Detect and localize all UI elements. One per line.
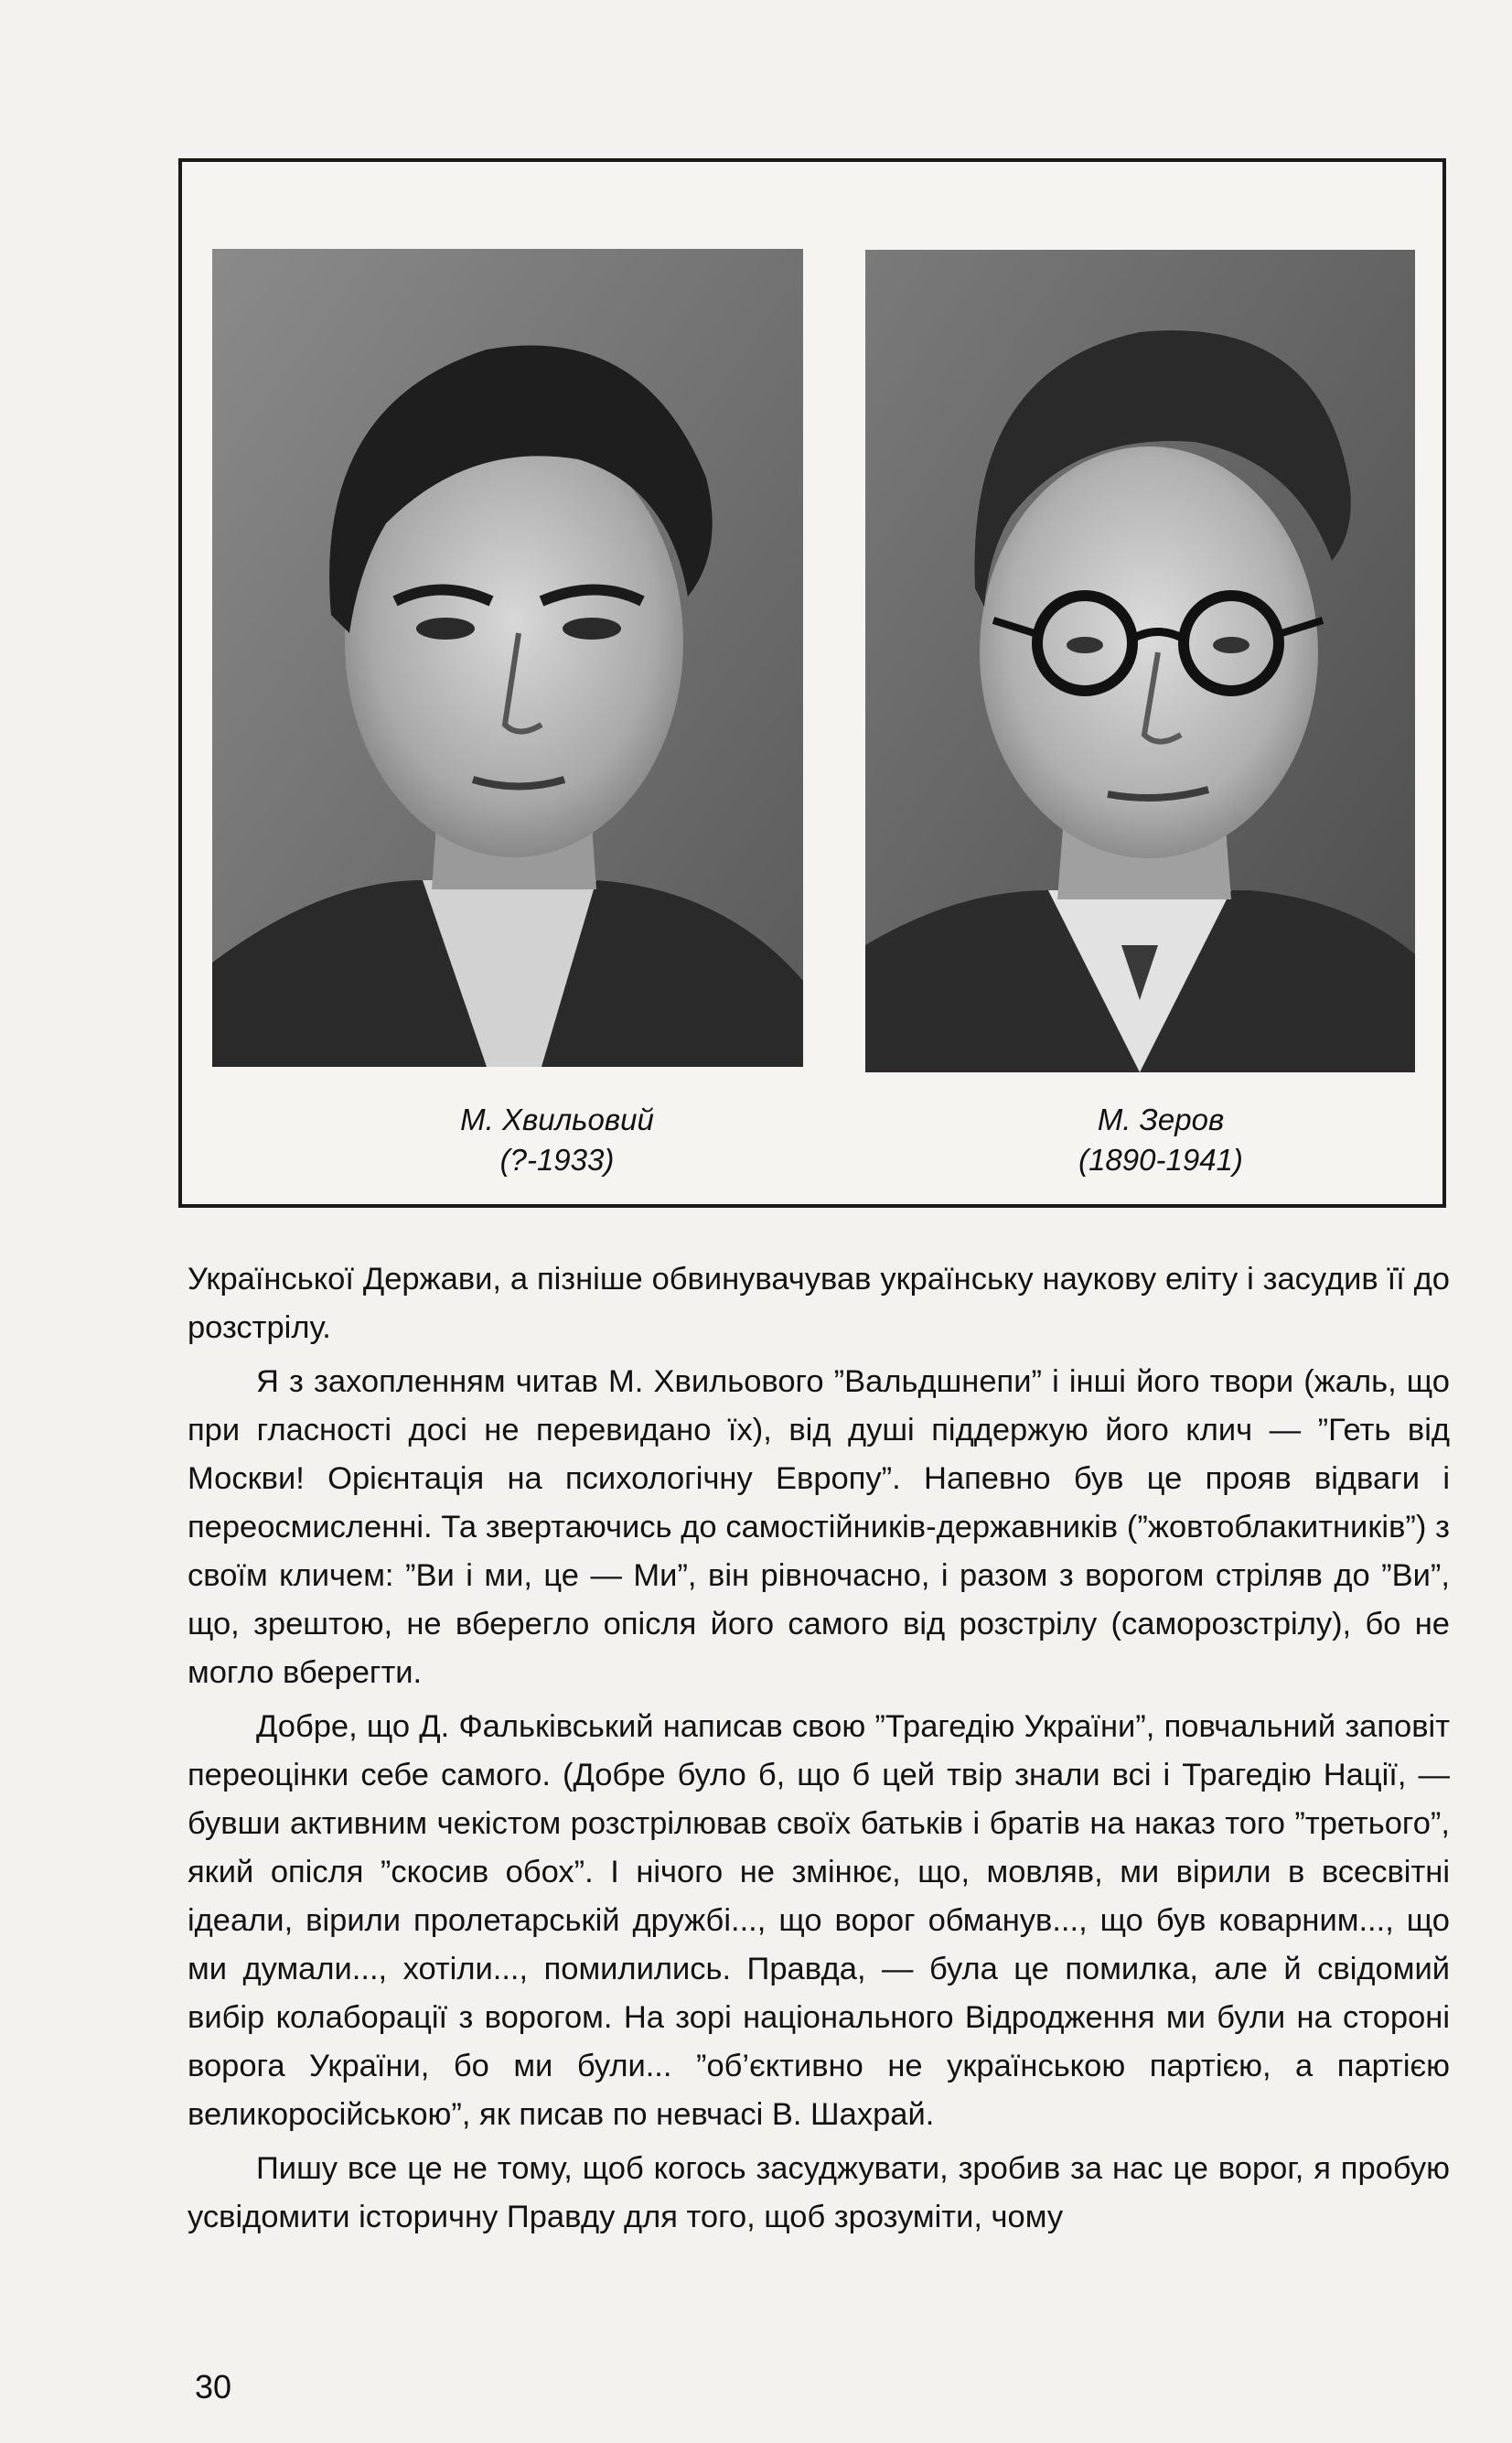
portrait-zerov-image <box>865 250 1415 1072</box>
paragraph: Української Держави, а пізніше обвинувачував українську наукову еліту і засудив її до розстрілу. <box>188 1262 1450 1345</box>
paragraph: Я з захопленням читав М. Хвильового ”Вальдшнепи” і інші його твори (жаль, що при гласності досі не перевидано їх), від душі піддержую його клич — ”Геть від Москви! Орієнтація на психологічну Европу”. Напевно був це прояв відваги і переосмисленні. Та звертаючись до самостійників-державників (”жовтоблакитників”) з своїм кличем: ”Ви і ми, це — Ми”, він рівночасно, і разом з ворогом стріляв до ”Ви”, що, зрештою, не вберегло опісля його самого від розстрілу (саморозстрілу), бо не могло вберегти. <box>188 1364 1450 1690</box>
caption-khvylovy-dates: (?-1933) <box>499 1143 615 1177</box>
caption-khvylovy <box>402 1100 713 1180</box>
caption-zerov <box>987 1100 1335 1180</box>
page-number: 30 <box>195 2368 232 2405</box>
paragraph: Добре, що Д. Фальківський написав свою ”Трагедію України”, повчальний заповіт переоцінки себе самого. (Добре було б, що б цей твір знали всі і Трагедію Нації, — бувши активним чекістом розстрілював своїх батьків і братів на наказ того ”третього”, який опісля ”скосив обох”. І нічого не змінює, що, мовляв, ми вірили в всесвітні ідеали, вірили пролетарській дружбі..., що ворог обманув..., що був коварним..., що ми думали..., хотіли..., помилились. Правда, — була це помилка, але й свідомий вибір колаборації з ворогом. На зорі національного Відродження ми були на стороні ворога України, бо ми були... ”об’єктивно не українською партією, а партією великоросійською”, як писав по невчасі В. Шахрай. <box>188 1709 1450 2132</box>
portrait-khvylovy <box>212 249 803 1067</box>
photo-plate <box>178 158 1446 1208</box>
caption-khvylovy-name: М. Хвильовий <box>460 1103 654 1136</box>
caption-zerov-name: М. Зеров <box>1097 1103 1225 1136</box>
paragraph: Пишу все це не тому, щоб когось засуджувати, зробив за нас це ворог, я пробую усвідомити історичну Правду для того, щоб зрозуміти, чому <box>188 2151 1450 2234</box>
portrait-zerov <box>865 250 1415 1072</box>
portrait-khvylovy-image <box>212 249 803 1067</box>
caption-zerov-dates: (1890-1941) <box>1078 1143 1243 1177</box>
body-text <box>188 1255 1450 2247</box>
bleed-through-line <box>219 169 1406 205</box>
